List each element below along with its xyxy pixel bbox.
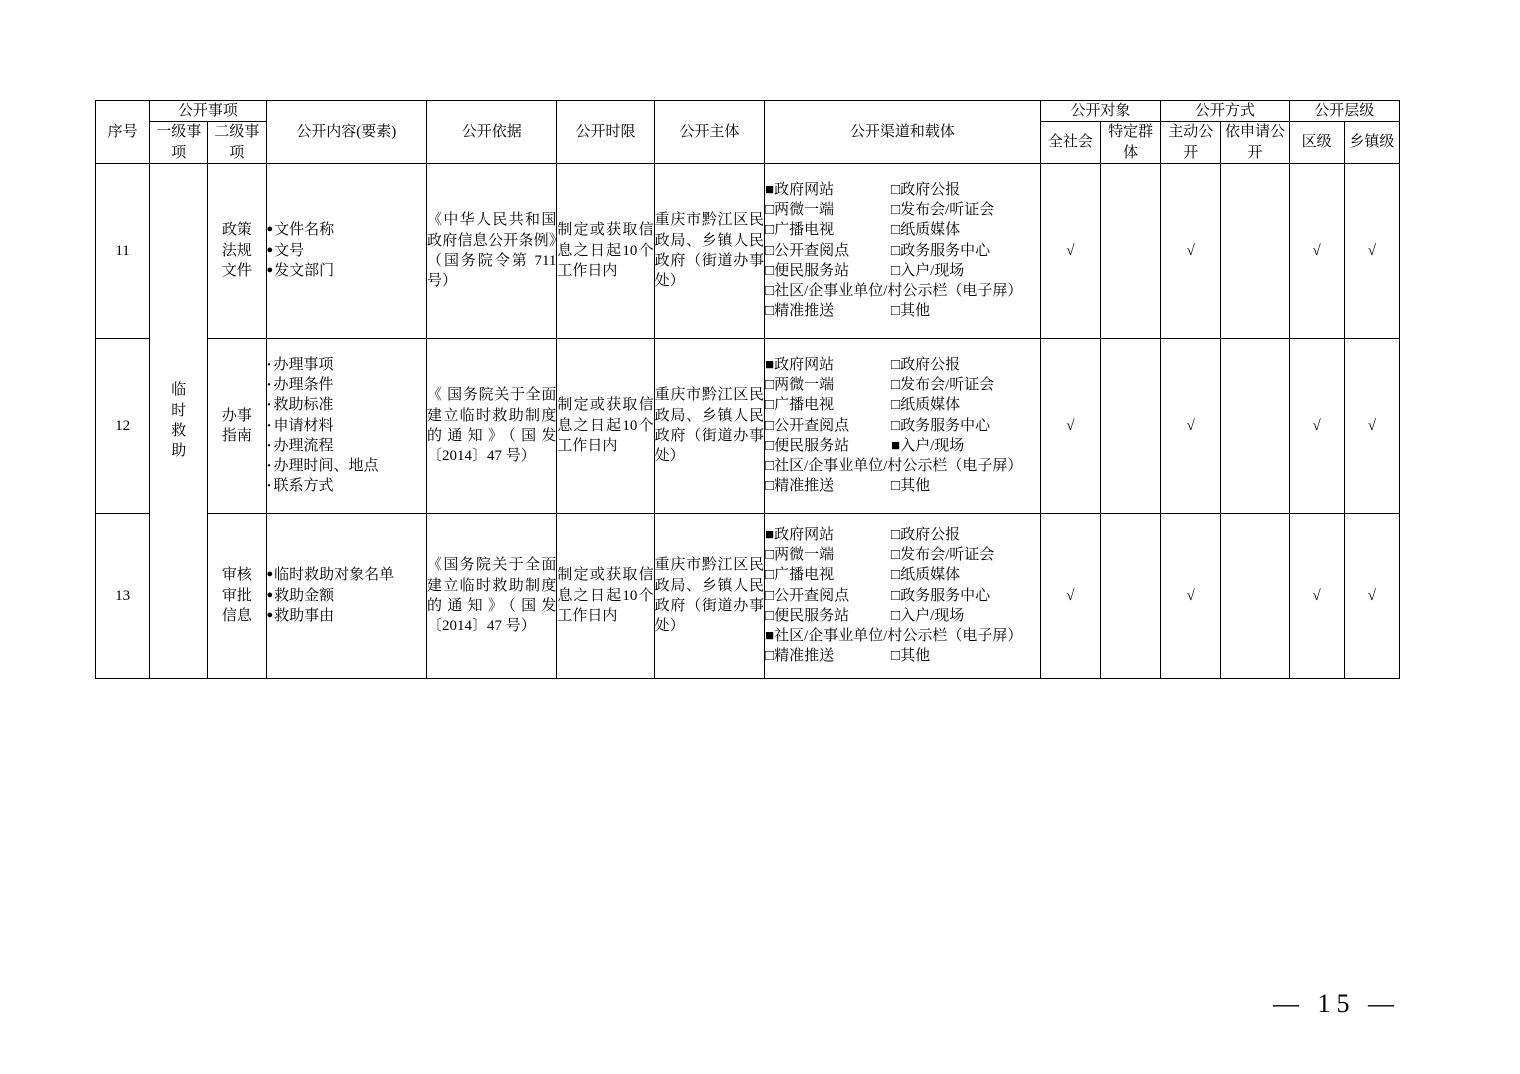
channel-two-wei-one-end: □两微一端 xyxy=(765,202,835,219)
header-basis: 公开依据 xyxy=(427,101,557,164)
header-level-group: 公开层级 xyxy=(1289,101,1399,122)
cell-level-township: √ xyxy=(1344,513,1399,678)
header-index: 序号 xyxy=(96,101,150,164)
cell-basis: 《国务院关于全面建立临时救助制度的通知》（国发〔2014〕47 号） xyxy=(427,513,557,678)
list-item: · 救助标准 xyxy=(267,395,426,415)
cell-subject: 重庆市黔江区民政局、乡镇人民政府（街道办事处） xyxy=(654,163,764,338)
channel-precise-push: □精准推送 xyxy=(765,303,835,320)
cell-audience-specific xyxy=(1101,513,1161,678)
channel-gov-website: ■政府网站 xyxy=(765,356,835,373)
list-item: · 申请材料 xyxy=(267,416,426,436)
list-item: ● 发文部门 xyxy=(267,261,426,281)
header-audience-specific: 特定群体 xyxy=(1101,122,1161,164)
cell-content xyxy=(266,163,426,338)
cell-basis: 《 国务院关于全面建立临时救助制度的通知》（国发〔2014〕47 号） xyxy=(427,338,557,513)
cell-level2: 办事 指南 xyxy=(208,338,266,513)
table-row xyxy=(96,513,1400,678)
channel-door-to-door: ■入户/现场 xyxy=(891,437,965,454)
cell-manner-request xyxy=(1221,338,1289,513)
channel-community-bulletin: ■社区/企事业单位/村公示栏（电子屏） xyxy=(765,628,1023,645)
list-item: ● 救助金额 xyxy=(267,586,426,606)
cell-manner-active: √ xyxy=(1161,513,1221,678)
channel-convenience-station: □便民服务站 xyxy=(765,607,850,624)
cell-audience-all: √ xyxy=(1040,163,1100,338)
cell-content xyxy=(266,513,426,678)
header-time-limit: 公开时限 xyxy=(557,101,654,164)
cell-audience-all: √ xyxy=(1040,338,1100,513)
channel-gov-service-center: □政务服务中心 xyxy=(891,242,991,259)
channel-gov-service-center: □政务服务中心 xyxy=(891,417,991,434)
list-item: ● 文件名称 xyxy=(267,220,426,240)
cell-time-limit: 制定或获取信息之日起10个工作日内 xyxy=(557,338,654,513)
cell-manner-request xyxy=(1221,513,1289,678)
cell-index: 11 xyxy=(96,163,150,338)
channel-press-conference: □发布会/听证会 xyxy=(891,547,995,564)
channel-convenience-station: □便民服务站 xyxy=(765,262,850,279)
channel-door-to-door: □入户/现场 xyxy=(891,607,965,624)
channel-gov-gazette: □政府公报 xyxy=(891,181,961,198)
table-header-row-1 xyxy=(96,101,1400,122)
channel-press-conference: □发布会/听证会 xyxy=(891,377,995,394)
channel-gov-gazette: □政府公报 xyxy=(891,356,961,373)
cell-manner-request xyxy=(1221,163,1289,338)
list-item: · 办理条件 xyxy=(267,375,426,395)
cell-manner-active: √ xyxy=(1161,338,1221,513)
cell-level1: 临 时 救 助 xyxy=(150,163,208,678)
channel-broadcast-tv: □广播电视 xyxy=(765,397,835,414)
header-content: 公开内容(要素) xyxy=(266,101,426,164)
channel-broadcast-tv: □广播电视 xyxy=(765,222,835,239)
channel-gov-website: ■政府网站 xyxy=(765,526,835,543)
list-item: · 办理流程 xyxy=(267,436,426,456)
channel-two-wei-one-end: □两微一端 xyxy=(765,377,835,394)
list-item: · 联系方式 xyxy=(267,476,426,496)
channel-other: □其他 xyxy=(891,478,931,495)
cell-index: 13 xyxy=(96,513,150,678)
cell-manner-active: √ xyxy=(1161,163,1221,338)
table-row xyxy=(96,163,1400,338)
channel-paper-media: □纸质媒体 xyxy=(891,567,961,584)
cell-index: 12 xyxy=(96,338,150,513)
disclosure-table xyxy=(95,100,1400,679)
cell-content xyxy=(266,338,426,513)
cell-level-district: √ xyxy=(1289,513,1344,678)
cell-basis: 《中华人民共和国政府信息公开条例》（国务院令第 711 号） xyxy=(427,163,557,338)
channel-gov-service-center: □政务服务中心 xyxy=(891,587,991,604)
list-item: · 办理时间、地点 xyxy=(267,456,426,476)
header-subject: 公开主体 xyxy=(654,101,764,164)
cell-channel xyxy=(765,163,1041,338)
cell-subject: 重庆市黔江区民政局、乡镇人民政府（街道办事处） xyxy=(654,513,764,678)
header-level-district: 区级 xyxy=(1289,122,1344,164)
list-item: · 办理事项 xyxy=(267,355,426,375)
channel-other: □其他 xyxy=(891,648,931,665)
cell-level-district: √ xyxy=(1289,163,1344,338)
header-channel: 公开渠道和载体 xyxy=(765,101,1041,164)
channel-gov-website: ■政府网站 xyxy=(765,181,835,198)
channel-public-inquiry-point: □公开查阅点 xyxy=(765,417,850,434)
content-list xyxy=(267,565,426,626)
header-level-township: 乡镇级 xyxy=(1344,122,1399,164)
cell-level2: 审核 审批 信息 xyxy=(208,513,266,678)
page-number: — 15 — xyxy=(1273,989,1400,1018)
cell-time-limit: 制定或获取信息之日起10个工作日内 xyxy=(557,513,654,678)
content-list xyxy=(267,355,426,497)
channel-door-to-door: □入户/现场 xyxy=(891,262,965,279)
channel-two-wei-one-end: □两微一端 xyxy=(765,547,835,564)
header-level2: 二级事项 xyxy=(208,122,266,164)
table-body xyxy=(96,163,1400,678)
content-list xyxy=(267,220,426,281)
cell-level-district: √ xyxy=(1289,338,1344,513)
cell-level-township: √ xyxy=(1344,163,1399,338)
channel-public-inquiry-point: □公开查阅点 xyxy=(765,242,850,259)
channel-public-inquiry-point: □公开查阅点 xyxy=(765,587,850,604)
header-audience-group: 公开对象 xyxy=(1040,101,1160,122)
cell-subject: 重庆市黔江区民政局、乡镇人民政府（街道办事处） xyxy=(654,338,764,513)
cell-audience-specific xyxy=(1101,338,1161,513)
list-item: ● 文号 xyxy=(267,241,426,261)
header-manner-request: 依申请公开 xyxy=(1221,122,1289,164)
cell-level-township: √ xyxy=(1344,338,1399,513)
channel-precise-push: □精准推送 xyxy=(765,648,835,665)
list-item: ● 临时救助对象名单 xyxy=(267,565,426,585)
channel-community-bulletin: □社区/企事业单位/村公示栏（电子屏） xyxy=(765,458,1023,475)
channel-other: □其他 xyxy=(891,303,931,320)
cell-time-limit: 制定或获取信息之日起10个工作日内 xyxy=(557,163,654,338)
cell-audience-specific xyxy=(1101,163,1161,338)
header-level1: 一级事项 xyxy=(150,122,208,164)
cell-level2: 政策 法规 文件 xyxy=(208,163,266,338)
cell-channel xyxy=(765,513,1041,678)
header-manner-active: 主动公开 xyxy=(1161,122,1221,164)
channel-paper-media: □纸质媒体 xyxy=(891,397,961,414)
header-audience-all: 全社会 xyxy=(1040,122,1100,164)
channel-paper-media: □纸质媒体 xyxy=(891,222,961,239)
channel-broadcast-tv: □广播电视 xyxy=(765,567,835,584)
table-row xyxy=(96,338,1400,513)
cell-channel xyxy=(765,338,1041,513)
list-item: ● 救助事由 xyxy=(267,606,426,626)
channel-gov-gazette: □政府公报 xyxy=(891,526,961,543)
channel-convenience-station: □便民服务站 xyxy=(765,437,850,454)
channel-community-bulletin: □社区/企事业单位/村公示栏（电子屏） xyxy=(765,283,1023,300)
channel-press-conference: □发布会/听证会 xyxy=(891,202,995,219)
cell-audience-all: √ xyxy=(1040,513,1100,678)
channel-precise-push: □精准推送 xyxy=(765,478,835,495)
header-manner-group: 公开方式 xyxy=(1161,101,1289,122)
header-matter-group: 公开事项 xyxy=(150,101,266,122)
